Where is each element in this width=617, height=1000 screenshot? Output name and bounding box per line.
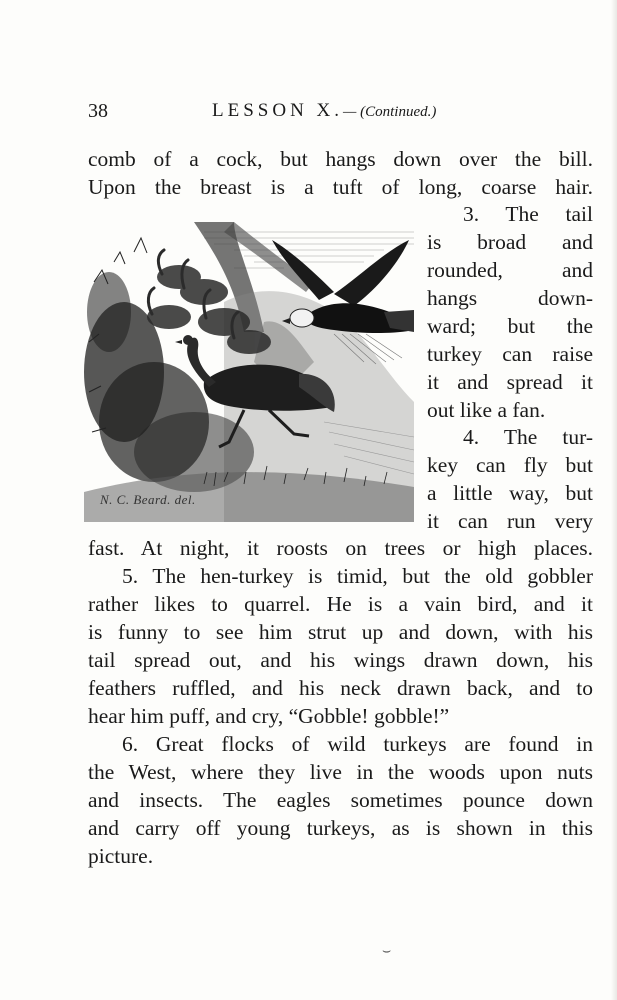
running-head: [212, 100, 436, 122]
text-line: a little way, but: [427, 481, 593, 505]
text-line: Upon the breast is a tuft of long, coarse hair.: [88, 175, 593, 199]
text-line: 6. Great flocks of wild turkeys are found in: [122, 732, 593, 756]
text-line: comb of a cock, but hangs down over the bill.: [88, 147, 593, 171]
text-line: feathers ruffled, and his neck drawn back, and to: [88, 676, 593, 700]
page-number: 38: [88, 100, 108, 122]
text-line: 5. The hen-turkey is timid, but the old gobbler: [122, 564, 593, 588]
text-line: fast. At night, it roosts on trees or high places.: [88, 536, 593, 560]
text-line: 3. The tail: [463, 202, 593, 226]
lesson-title: LESSON X.: [212, 100, 344, 121]
scan-edge: [611, 0, 617, 1000]
text-line: ward; but the: [427, 314, 593, 338]
text-line: and insects. The eagles sometimes pounce down: [88, 788, 593, 812]
text-line: 4. The tur-: [463, 425, 593, 449]
text-line: picture.: [88, 844, 154, 868]
text-line: tail spread out, and his wings drawn down, his: [88, 648, 593, 672]
illustrator-signature: N. C. Beard. del.: [100, 492, 196, 507]
turkey-eagle-illustration: [84, 222, 416, 522]
printer-mark: ⌣: [382, 944, 392, 959]
continued-label: — (Continued.): [343, 104, 437, 120]
text-line: rather likes to quarrel. He is a vain bird, and it: [88, 592, 593, 616]
page-header: [88, 100, 488, 128]
text-line: hangs down-: [427, 286, 593, 310]
text-line: is broad and: [427, 230, 593, 254]
text-line: it can run very: [427, 509, 593, 533]
text-line: it and spread it: [427, 370, 593, 394]
text-line: hear him puff, and cry, “Gobble! gobble!”: [88, 704, 450, 728]
text-line: the West, where they live in the woods upon nuts: [88, 760, 593, 784]
text-line: rounded, and: [427, 258, 593, 282]
text-line: turkey can raise: [427, 342, 593, 366]
text-line: key can fly but: [427, 453, 593, 477]
text-line: out like a fan.: [427, 398, 546, 422]
text-line: and carry off young turkeys, as is shown in this: [88, 816, 593, 840]
text-line: is funny to see him strut up and down, with his: [88, 620, 593, 644]
